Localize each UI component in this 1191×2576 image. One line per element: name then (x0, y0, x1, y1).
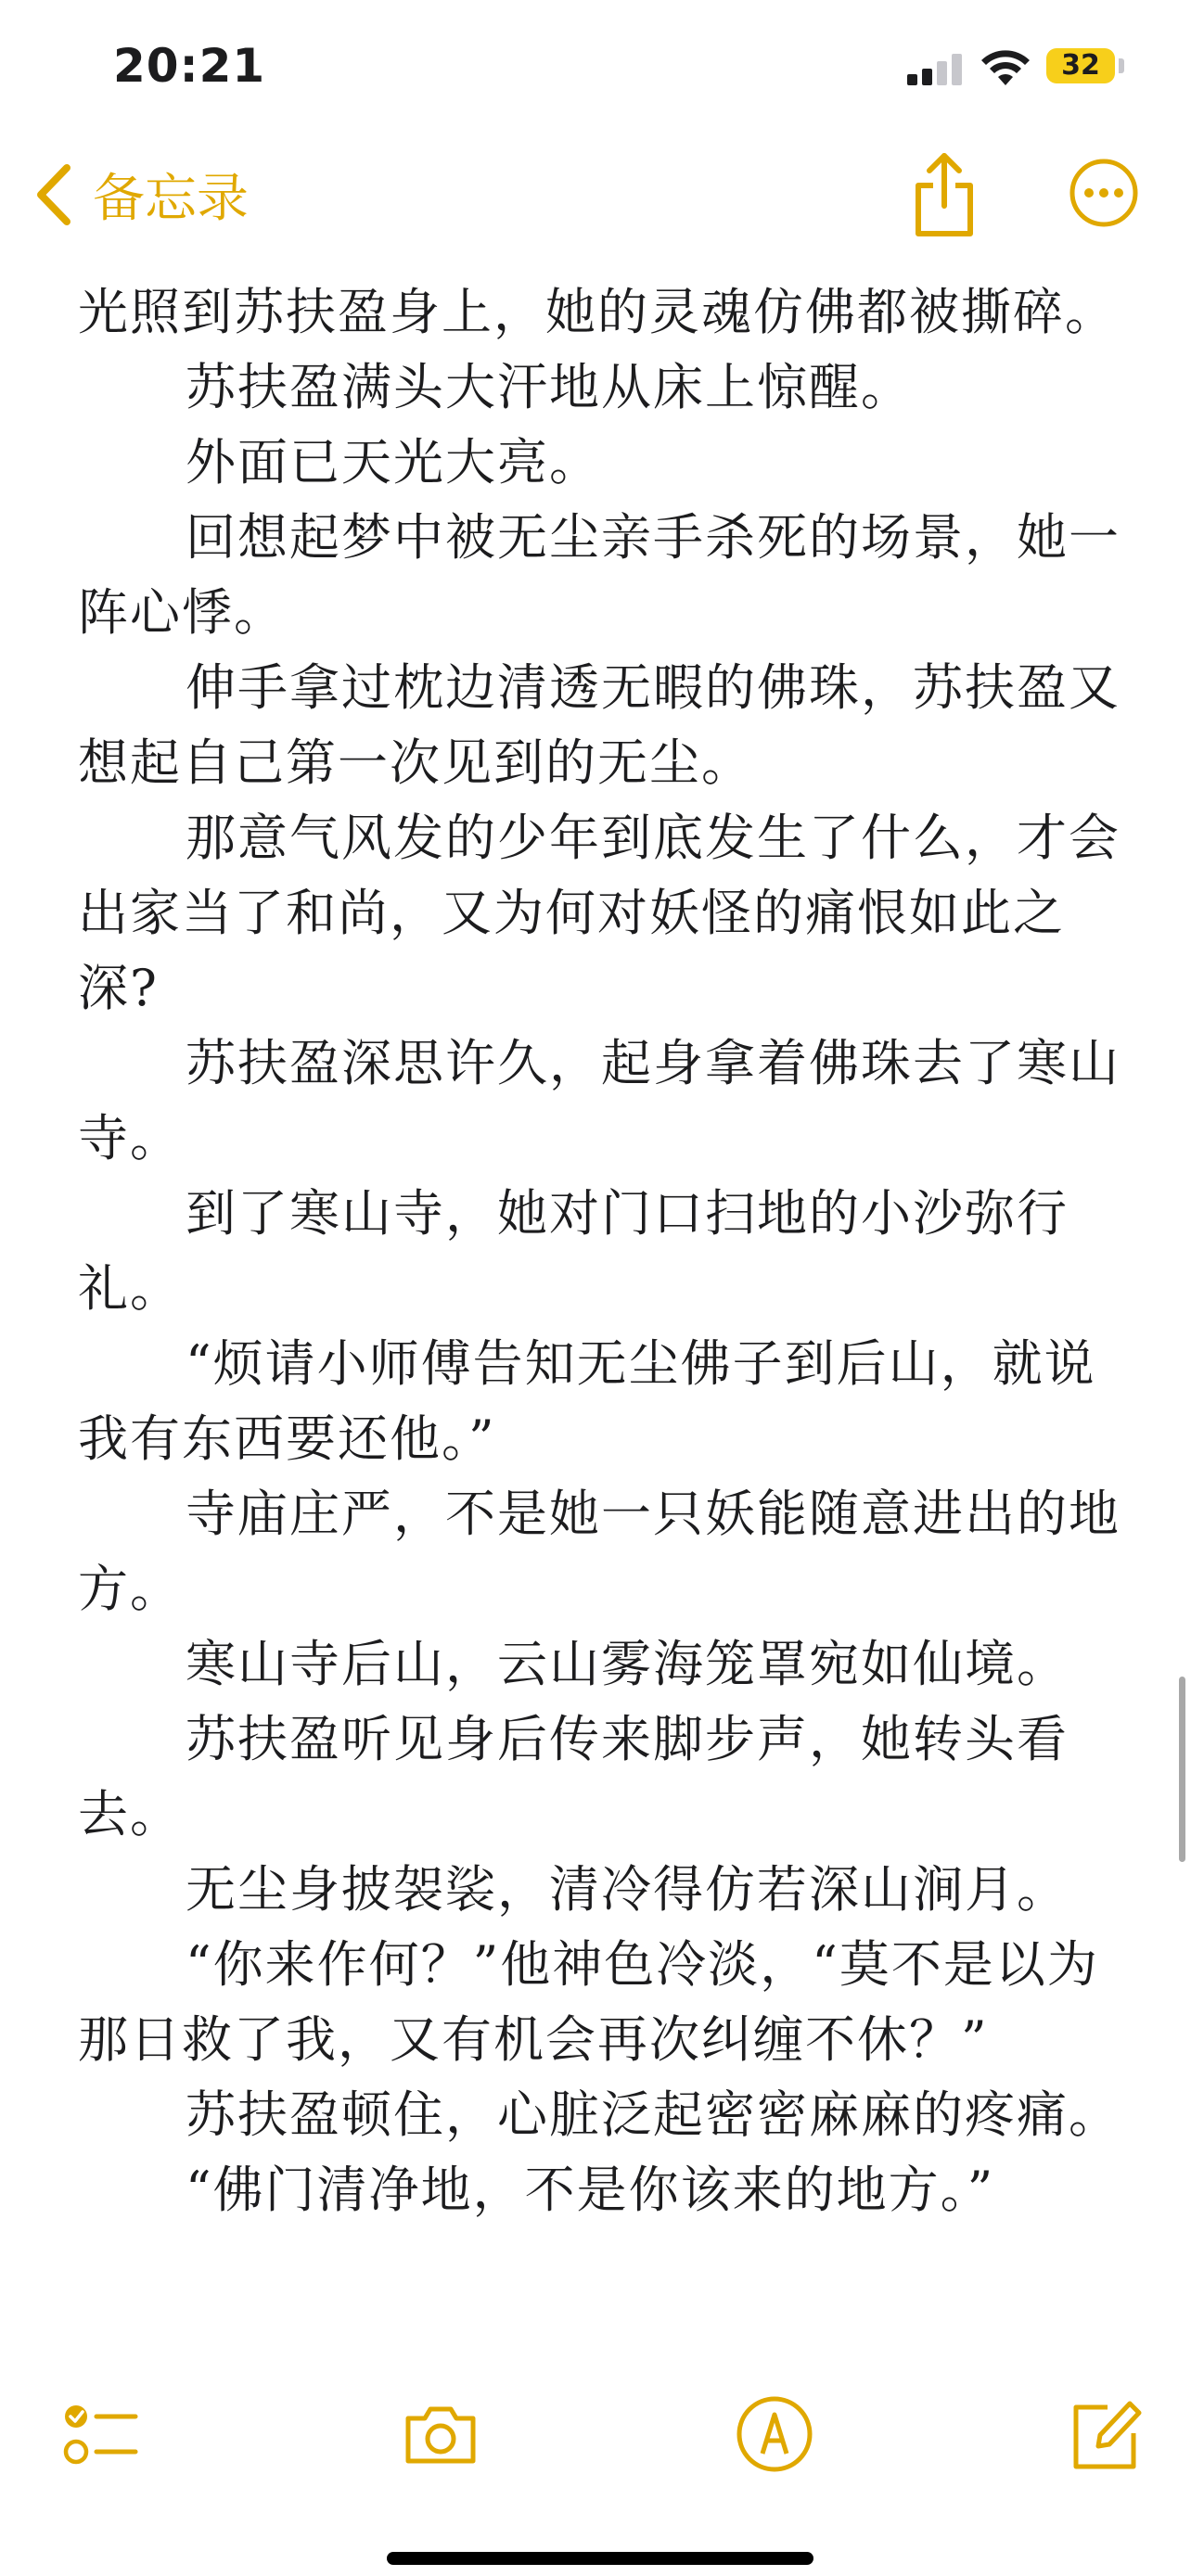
compose-icon[interactable] (1063, 2392, 1146, 2476)
note-paragraph: “佛门清净地，不是你该来的地方。” (186, 2161, 995, 2219)
note-paragraph: 苏扶盈满头大汗地从床上惊醒。 (186, 358, 913, 416)
back-button-label: 备忘录 (93, 169, 249, 229)
camera-icon[interactable] (399, 2392, 482, 2476)
note-paragraph: 苏扶盈顿住，心脏泛起密密麻麻的疼痛。 (186, 2085, 1121, 2144)
markup-pen-icon[interactable] (733, 2392, 816, 2476)
note-paragraph: 外面已天光大亮。 (186, 433, 601, 491)
note-paragraph: 那意气风发的少年到底发生了什么，才会出家当了和尚，又为何对妖怪的痛恨如此之深? (78, 809, 1121, 1017)
battery-cap (1119, 58, 1124, 73)
note-paragraph: 苏扶盈听见身后传来脚步声，她转头看去。 (78, 1710, 1069, 1843)
cellular-signal-icon (907, 54, 963, 85)
ellipsis-circle-icon[interactable] (1069, 158, 1139, 228)
home-indicator[interactable] (387, 2552, 813, 2565)
note-paragraph: 寒山寺后山，云山雾海笼罩宛如仙境。 (186, 1635, 1069, 1693)
back-button[interactable] (33, 156, 249, 234)
wifi-icon (980, 46, 1031, 87)
note-paragraph: “烦请小师傅告知无尘佛子到后山，就说我有东西要还他。” (78, 1334, 1096, 1468)
bottom-toolbar (0, 2374, 1191, 2494)
note-body[interactable] (78, 274, 1126, 2227)
note-paragraph: 苏扶盈深思许久，起身拿着佛珠去了寒山寺。 (78, 1034, 1121, 1167)
nav-bar (0, 139, 1191, 250)
status-bar (0, 0, 1191, 139)
note-paragraph: 伸手拿过枕边清透无暇的佛珠，苏扶盈又想起自己第一次见到的无尘。 (78, 658, 1121, 792)
note-paragraph: 光照到苏扶盈身上，她的灵魂仿佛都被撕碎。 (78, 283, 1117, 341)
note-paragraph: 到了寒山寺，她对门口扫地的小沙弥行礼。 (78, 1184, 1069, 1318)
chevron-left-icon (33, 162, 74, 227)
scroll-indicator[interactable] (1179, 1677, 1185, 1862)
battery-icon (1046, 48, 1115, 83)
note-paragraph: 无尘身披袈裟，清冷得仿若深山涧月。 (186, 1860, 1069, 1919)
note-paragraph: “你来作何？”他神色冷淡，“莫不是以为那日救了我，又有机会再次纠缠不休？” (78, 1935, 1099, 2069)
note-paragraph: 寺庙庄严，不是她一只妖能随意进出的地方。 (78, 1485, 1121, 1618)
battery-level: 32 (1061, 49, 1100, 82)
share-icon[interactable] (907, 148, 981, 241)
checklist-icon[interactable] (58, 2392, 141, 2476)
status-time: 20:21 (113, 39, 266, 93)
note-paragraph: 回想起梦中被无尘亲手杀死的场景，她一阵心悸。 (78, 508, 1121, 642)
